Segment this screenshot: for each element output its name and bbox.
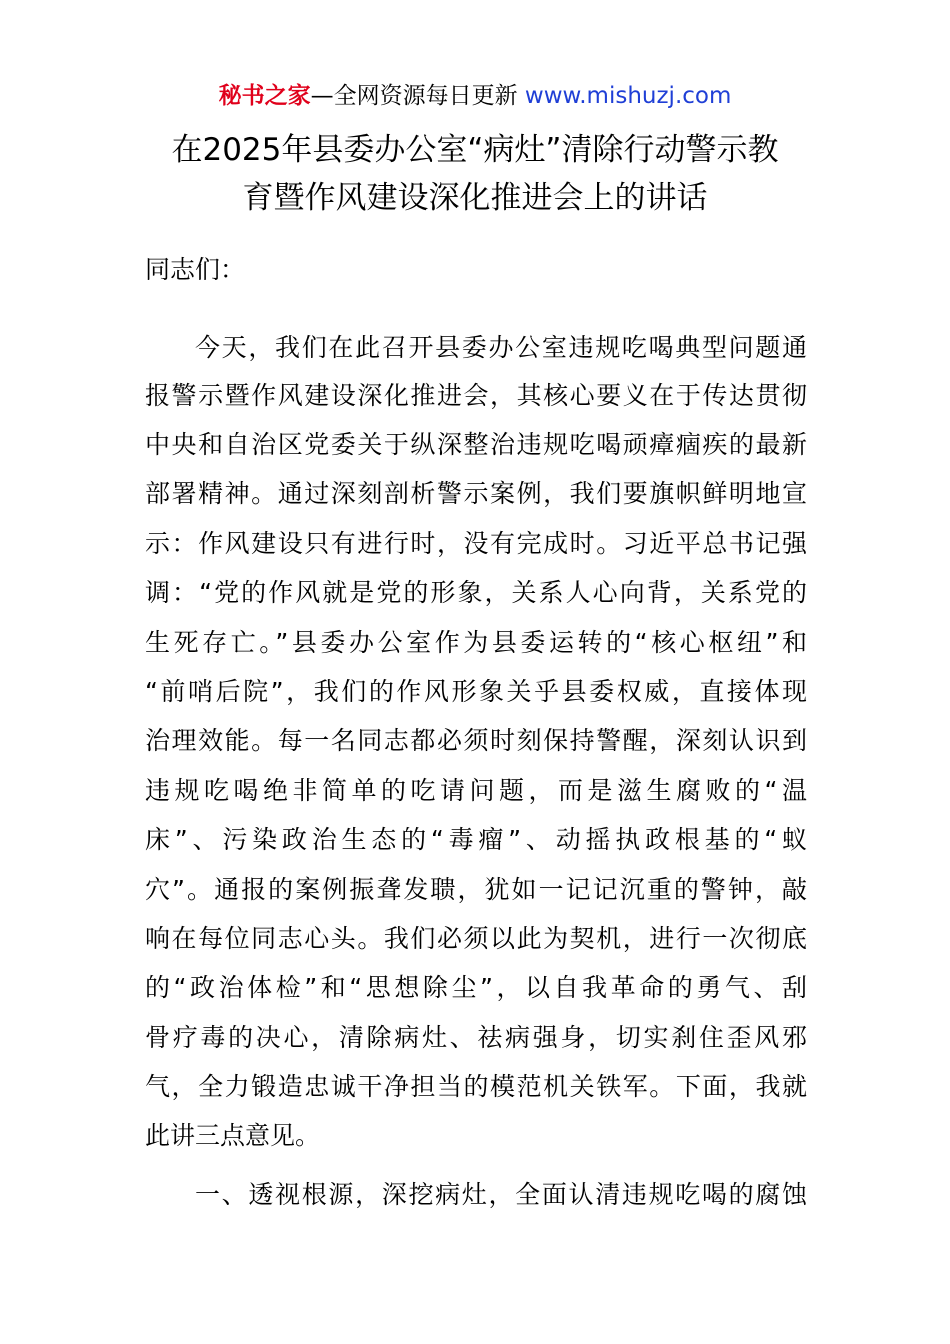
paragraph-line: 响在每位同志心头。我们必须以此为契机，进行一次彻底 [145,924,807,953]
paragraph-line: 生死存亡。”县委办公室作为县委运转的“核心枢纽”和 [145,628,807,657]
site-header [0,80,950,112]
header-tagline: —全网资源每日更新 [310,83,518,109]
paragraph-line: 治理效能。每一名同志都必须时刻保持警醒，深刻认识到 [145,726,807,755]
paragraph-line: 此讲三点意见。 [145,1121,321,1150]
paragraph-line: 调：“党的作风就是党的形象，关系人心向背，关系党的 [145,578,807,607]
paragraph-line: 今天，我们在此召开县委办公室违规吃喝典型问题通 [195,333,807,362]
salutation: 同志们： [145,255,246,284]
paragraph-line: 中央和自治区党委关于纵深整治违规吃喝顽瘴痼疾的最新 [145,430,807,459]
paragraph-line: 的“政治体检”和“思想除尘”，以自我革命的勇气、刮 [145,973,807,1002]
paragraph-line: 骨疗毒的决心，清除病灶、祛病强身，切实刹住歪风邪 [145,1023,807,1052]
paragraph-line: “前哨后院”，我们的作风形象关乎县委权威，直接体现 [145,677,807,706]
paragraph-line: 穴”。通报的案例振聋发聩，犹如一记记沉重的警钟，敲 [145,875,807,904]
site-url-link[interactable]: www.mishuzj.com [524,83,732,109]
document-title [100,126,850,222]
paragraph-line: 报警示暨作风建设深化推进会，其核心要义在于传达贯彻 [145,381,807,410]
paragraph-line: 气，全力锻造忠诚干净担当的模范机关铁军。下面，我就 [145,1072,807,1101]
title-line: 育暨作风建设深化推进会上的讲话 [242,180,708,216]
brand-name: 秘书之家 [218,83,311,109]
section-heading: 一、透视根源，深挖病灶，全面认清违规吃喝的腐蚀 [195,1180,807,1209]
paragraph-line: 示：作风建设只有进行时，没有完成时。习近平总书记强 [145,529,807,558]
title-line: 在2025年县委办公室“病灶”清除行动警示教 [171,132,779,168]
paragraph-line: 床”、污染政治生态的“毒瘤”、动摇执政根基的“蚁 [145,825,807,854]
paragraph-line: 部署精神。通过深刻剖析警示案例，我们要旗帜鲜明地宣 [145,479,807,508]
paragraph-line: 违规吃喝绝非简单的吃请问题，而是滋生腐败的“温 [145,776,807,805]
